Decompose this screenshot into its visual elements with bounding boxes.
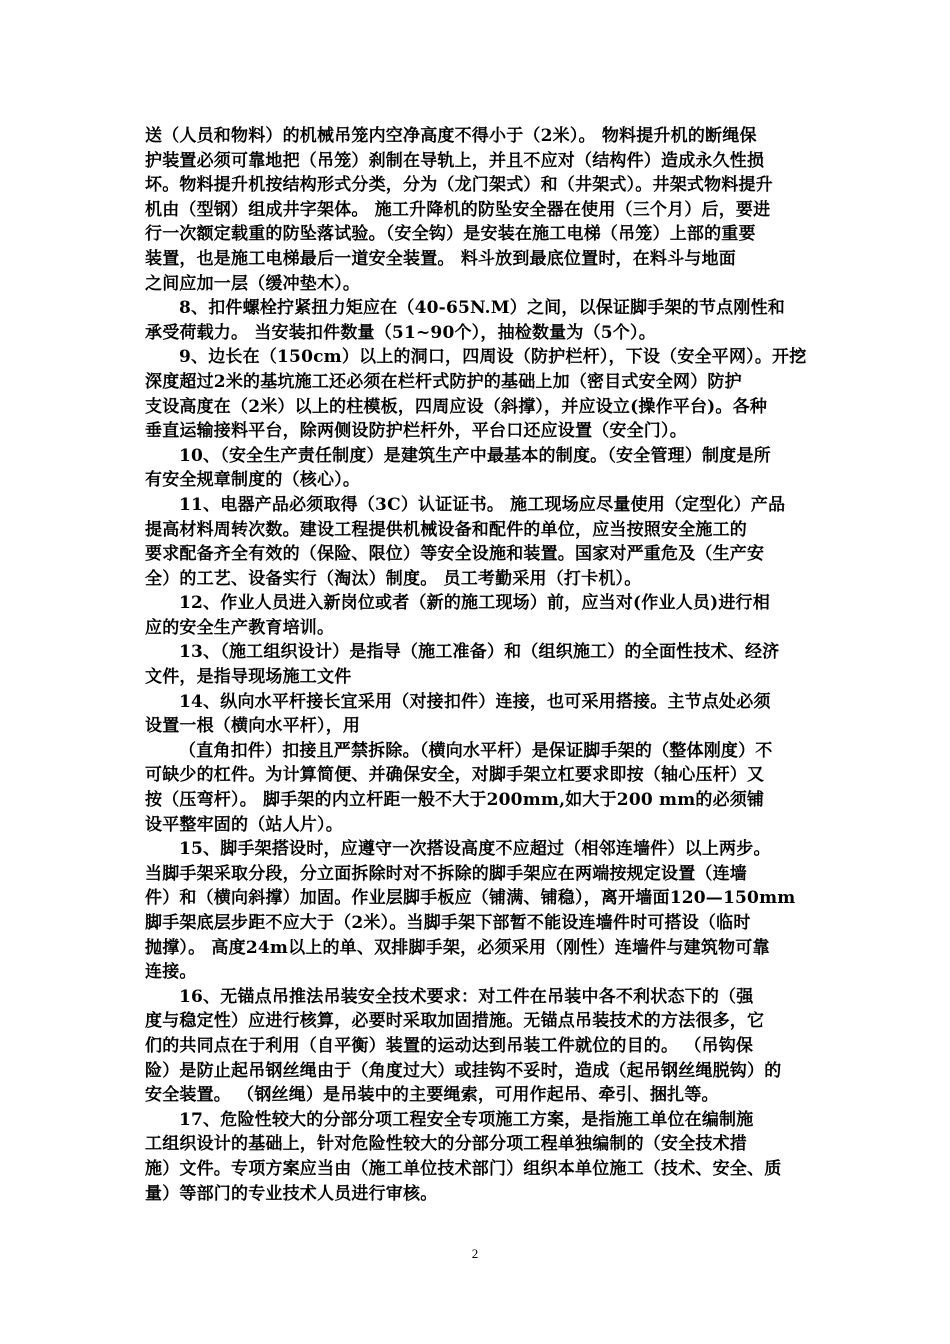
text-line: 全）的工艺、设备实行（淘汰）制度。 员工考勤采用（打卡机）。 bbox=[145, 568, 642, 589]
text-line: 要求配备齐全有效的（保险、限位）等安全设施和装置。国家对严重危及（生产安 bbox=[145, 544, 765, 565]
text-line: 送（人员和物料）的机械吊笼内空净高度不得小于（2米）。 物料提升机的断绳保 bbox=[145, 126, 757, 146]
text-line: 有安全规章制度的（核心）。 bbox=[145, 470, 361, 491]
text-line: 15、脚手架搭设时，应遵守一次搭设高度不应超过（相邻连墙件）以上两步。 bbox=[179, 839, 771, 860]
text-line: 可缺少的杠件。为计算简便、并确保安全，对脚手架立杠要求即按（轴心压杆）又 bbox=[145, 765, 765, 786]
text-line: 行一次额定载重的防坠落试验。（安全钩）是安装在施工电梯（吊笼）上部的重要 bbox=[145, 224, 756, 245]
text-line: 连接。 bbox=[145, 962, 197, 983]
text-line: 工组织设计的基础上，针对危险性较大的分部分项工程单独编制的（安全技术措 bbox=[145, 1134, 747, 1155]
text-line: 9、边长在（150cm）以上的洞口，四周设（防护栏杆），下设（安全平网）。开挖 bbox=[179, 347, 807, 368]
text-line: 脚手架底层步距不应大于（2米）。当脚手架下部暂不能设连墙件时可搭设（临时 bbox=[145, 913, 751, 933]
text-line: 护装置必须可靠地把（吊笼）刹制在导轨上，并且不应对（结构件）造成永久性损 bbox=[145, 150, 765, 171]
text-line: 深度超过2米的基坑施工还必须在栏杆式防护的基础上加（密目式安全网）防护 bbox=[145, 371, 742, 392]
text-line: 承受荷载力。 当安装扣件数量（51~90个），抽检数量为（5个）。 bbox=[145, 322, 656, 343]
text-line: 8、扣件螺栓拧紧扭力矩应在（40-65N.M）之间，以保证脚手架的节点刚性和 bbox=[179, 298, 785, 319]
text-line: 16、无锚点吊推法吊装安全技术要求：对工件在吊装中各不利状态下的（强 bbox=[179, 986, 754, 1007]
text-line: 17、危险性较大的分部分项工程安全专项施工方案，是指施工单位在编制施 bbox=[179, 1109, 754, 1130]
text-line: 11、电器产品必须取得（3C）认证证书。 施工现场应尽量使用（定型化）产品 bbox=[179, 494, 786, 515]
text-line: 险）是防止起吊钢丝绳由于（角度过大）或挂钩不妥时，造成（起吊钢丝绳脱钩）的 bbox=[145, 1060, 782, 1081]
text-line: 14、纵向水平杆接长宜采用（对接扣件）连接，也可采用搭接。主节点处必须 bbox=[179, 691, 771, 712]
text-line: 度与稳定性）应进行核算，必要时采取加固措施。无锚点吊装技术的方法很多，它 bbox=[145, 1011, 765, 1032]
text-line: 支设高度在（2米）以上的柱模板，四周应设（斜撑），并应设立(操作平台)。各种 bbox=[145, 396, 768, 417]
text-line: 按（压弯杆）。 脚手架的内立杆距一般不大于200mm,如大于200 mm的必须铺 bbox=[145, 790, 765, 811]
text-line: 12、作业人员进入新岗位或者（新的施工现场）前，应当对(作业人员)进行相 bbox=[179, 593, 770, 614]
text-line: 量）等部门的专业技术人员进行审核。 bbox=[145, 1183, 438, 1204]
document-body bbox=[145, 124, 807, 1206]
text-line: 文件，是指导现场施工文件 bbox=[145, 667, 352, 688]
text-line: 应的安全生产教育培训。 bbox=[145, 617, 335, 638]
text-line: 垂直运输接料平台，除两侧设防护栏杆外，平台口还应设置（安全门）。 bbox=[145, 421, 687, 442]
text-line: 坏。物料提升机按结构形式分类，分为（龙门架式）和（井架式）。井架式物料提升 bbox=[145, 175, 773, 196]
page-number: 2 bbox=[471, 1246, 479, 1261]
text-line: 当脚手架采取分段，分立面拆除时对不拆除的脚手架应在两端按规定设置（连墙 bbox=[145, 863, 747, 884]
text-line: 们的共同点在于利用（自平衡）装置的运动达到吊装工件就位的目的。 （吊钩保 bbox=[145, 1035, 754, 1056]
text-line: 安全装置。 （钢丝绳）是吊装中的主要绳索，可用作起吊、牵引、捆扎等。 bbox=[145, 1085, 719, 1106]
text-line: 13、（施工组织设计）是指导（施工准备）和（组织施工）的全面性技术、经济 bbox=[179, 642, 780, 663]
text-line: 之间应加一层（缓冲垫木）。 bbox=[145, 273, 361, 294]
text-line: （直角扣件）扣接且严禁拆除。（横向水平杆）是保证脚手架的（整体刚度）不 bbox=[179, 740, 773, 761]
text-line: 设平整牢固的（站人片）。 bbox=[145, 814, 343, 835]
text-line: 施）文件。专项方案应当由（施工单位技术部门）组织本单位施工（技术、安全、质 bbox=[145, 1158, 782, 1179]
text-line: 抛撑）。 高度24m以上的单、双排脚手架，必须采用（刚性）连墙件与建筑物可靠 bbox=[145, 937, 770, 958]
text-line: 设置一根（横向水平杆），用 bbox=[145, 716, 361, 737]
text-line: 10、（安全生产责任制度）是建筑生产中最基本的制度。（安全管理）制度是所 bbox=[179, 445, 771, 466]
text-line: 机由（型钢）组成井字架体。 施工升降机的防坠安全器在使用（三个月）后，要进 bbox=[145, 199, 771, 220]
text-line: 件）和（横向斜撑）加固。作业层脚手板应（铺满、铺稳），离开墙面120—150mm bbox=[145, 888, 796, 909]
text-line: 提高材料周转次数。建设工程提供机械设备和配件的单位，应当按照安全施工的 bbox=[145, 519, 747, 540]
text-line: 装置，也是施工电梯最后一道安全装置。 料斗放到最底位置时，在料斗与地面 bbox=[145, 248, 736, 269]
